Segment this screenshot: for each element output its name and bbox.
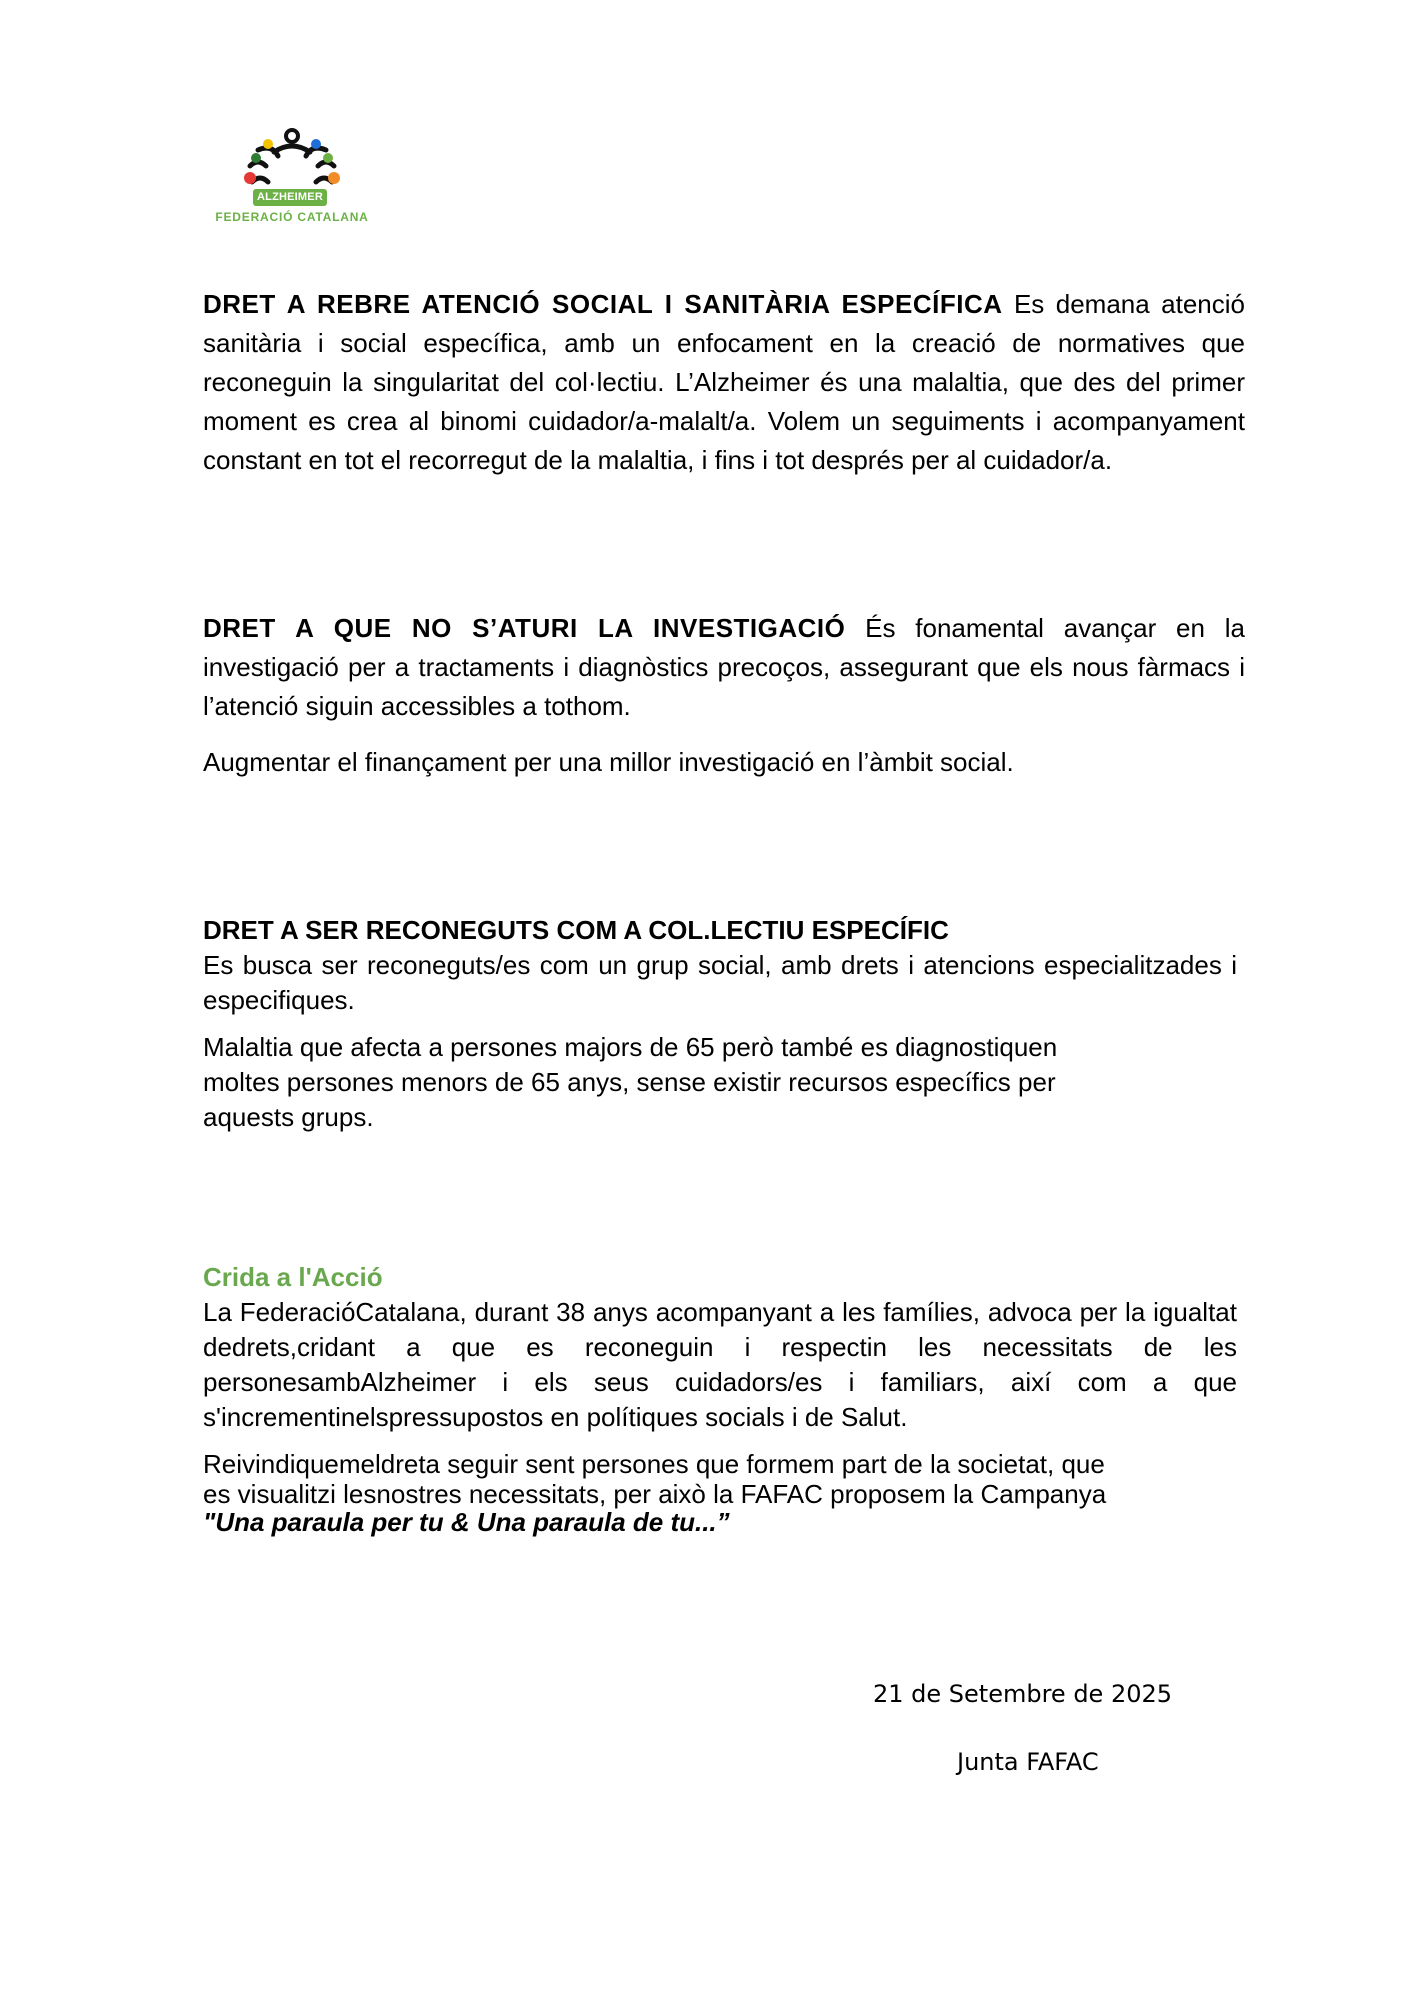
section-paragraph [203, 609, 1245, 726]
date-line: 21 de Setembre de 2025 [873, 1680, 1173, 1708]
section-heading: DRET A QUE NO S’ATURI LA INVESTIGACIÓ [203, 613, 846, 643]
section-research [203, 609, 1245, 782]
cta-heading: Crida a l'Acció [203, 1262, 383, 1292]
federation-logo [212, 126, 372, 232]
logo-head-lightgreen [323, 153, 333, 163]
logo-figures-graphic [212, 126, 372, 196]
section-recognition [203, 913, 1237, 1135]
text-line: Reivindiquemeldreta seguir sent persones que formem part de la societat, que [203, 1449, 1105, 1479]
logo-head-orange [328, 172, 340, 184]
section-body: És fonamental avançar en la investigació per a tractaments i diagnòstics precoços, assegurant que els nous fàrmacs i l’atenció siguin accessibles a tothom. [203, 613, 1245, 721]
section-call-to-action [203, 1260, 1237, 1537]
section-paragraph-2 [203, 1030, 1237, 1135]
logo-head-green [251, 153, 261, 163]
section-paragraph-2: Augmentar el finançament per una millor investigació en l’àmbit social. [203, 747, 1014, 777]
section-body: Es busca ser reconeguts/es com un grup social, amb drets i atencions especialitzades i especifiques. [203, 950, 1237, 1015]
cta-paragraph-2 [203, 1447, 1237, 1537]
cta-body: La FederacióCatalana, durant 38 anys acompanyant a les famílies, advoca per la igualtat dedrets,cridant a que es reconeguin i respectin les necessitats de les personesambAlzheimer i els seus cuidadors/es i familiars, així com a que s'incrementinelspressupostos en polítiques socials i de Salut. [203, 1297, 1237, 1432]
logo-head-blue [311, 139, 321, 149]
logo-head-red [244, 172, 256, 184]
logo-subtitle: FEDERACIÓ CATALANA [215, 210, 369, 224]
section-social-health-care [203, 285, 1245, 480]
text-line: Malaltia que afecta a persones majors de 65 però també es diagnostiquen [203, 1032, 1058, 1062]
section-paragraph [203, 285, 1245, 480]
campaign-title: "Una paraula per tu & Una paraula de tu...” [203, 1507, 730, 1537]
section-heading: DRET A REBRE ATENCIÓ SOCIAL I SANITÀRIA ESPECÍFICA [203, 289, 1003, 319]
logo-arc-top [274, 146, 310, 152]
section-body: Es demana atenció sanitària i social específica, amb un enfocament en la creació de normatives que reconeguin la singularitat del col·lectiu. L’Alzheimer és una malaltia, que des del primer moment es crea al binomi cuidador/a-malalt/a. Volem un seguiments i acompanyament constant en tot el recorregut de la malaltia, i fins i tot després per al cuidador/a. [203, 289, 1245, 475]
logo-head-top [286, 130, 298, 142]
text-line: es visualitzi lesnostres necessitats, per això la FAFAC proposem la Campanya [203, 1479, 1107, 1509]
section-heading: DRET A SER RECONEGUTS COM A COL.LECTIU ESPECÍFIC [203, 915, 949, 945]
text-line: aquests grups. [203, 1102, 374, 1132]
logo-band: ALZHEIMER [253, 189, 327, 206]
text-line: moltes persones menors de 65 anys, sense existir recursos específics per [203, 1067, 1056, 1097]
signer-line: Junta FAFAC [957, 1748, 1099, 1776]
logo-head-yellow [263, 139, 273, 149]
